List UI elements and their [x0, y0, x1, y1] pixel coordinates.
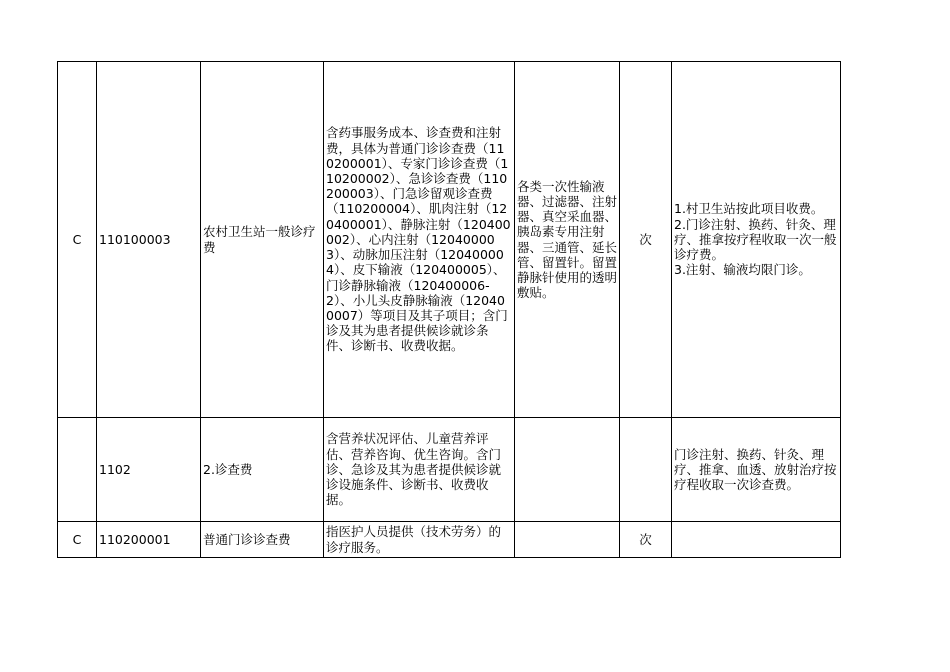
unit-cell [620, 418, 672, 522]
content-cell: 指医护人员提供（技术劳务）的诊疗服务。 [324, 522, 515, 558]
table-row [58, 418, 841, 522]
code-cell: 110100003 [97, 62, 201, 418]
notes-cell: 1.村卫生站按此项目收费。 2.门诊注射、换药、针灸、理疗、推拿按疗程收取一次一般诊疗费。 3.注射、输液均限门诊。 [672, 62, 841, 418]
category-cell: C [58, 522, 97, 558]
category-cell: C [58, 62, 97, 418]
content-cell: 含药事服务成本、诊查费和注射费，具体为普通门诊诊查费（110200001）、专家门诊诊查费（110200002）、急诊诊查费（110200003）、门急诊留观诊查费（110200004）、肌肉注射（120400001）、静脉注射（120400002）、心内注射（120400003）、动脉加压注射（120400004）、皮下输液（120400005）、门诊静脉输液（120400006-2）、小儿头皮静脉输液（120400007）等项目及其子项目；含门诊及其为患者提供候诊就诊条件、诊断书、收费收据。 [324, 62, 515, 418]
unit-cell: 次 [620, 522, 672, 558]
notes-cell [672, 522, 841, 558]
excluded-content-cell [515, 522, 620, 558]
code-cell: 1102 [97, 418, 201, 522]
content-cell: 含营养状况评估、儿童营养评估、营养咨询、优生咨询。含门诊、急诊及其为患者提供候诊就诊设施条件、诊断书、收费收据。 [324, 418, 515, 522]
item-name-cell: 普通门诊诊查费 [201, 522, 324, 558]
notes-cell: 门诊注射、换药、针灸、理疗、推拿、血透、放射治疗按疗程收取一次诊查费。 [672, 418, 841, 522]
fee-table [57, 61, 841, 558]
table-row [58, 62, 841, 418]
excluded-content-cell: 各类一次性输液器、过滤器、注射器、真空采血器、胰岛素专用注射器、三通管、延长管、留置针。留置静脉针使用的透明敷贴。 [515, 62, 620, 418]
category-cell [58, 418, 97, 522]
item-name-cell: 2.诊查费 [201, 418, 324, 522]
code-cell: 110200001 [97, 522, 201, 558]
unit-cell: 次 [620, 62, 672, 418]
excluded-content-cell [515, 418, 620, 522]
table-row [58, 522, 841, 558]
item-name-cell: 农村卫生站一般诊疗费 [201, 62, 324, 418]
